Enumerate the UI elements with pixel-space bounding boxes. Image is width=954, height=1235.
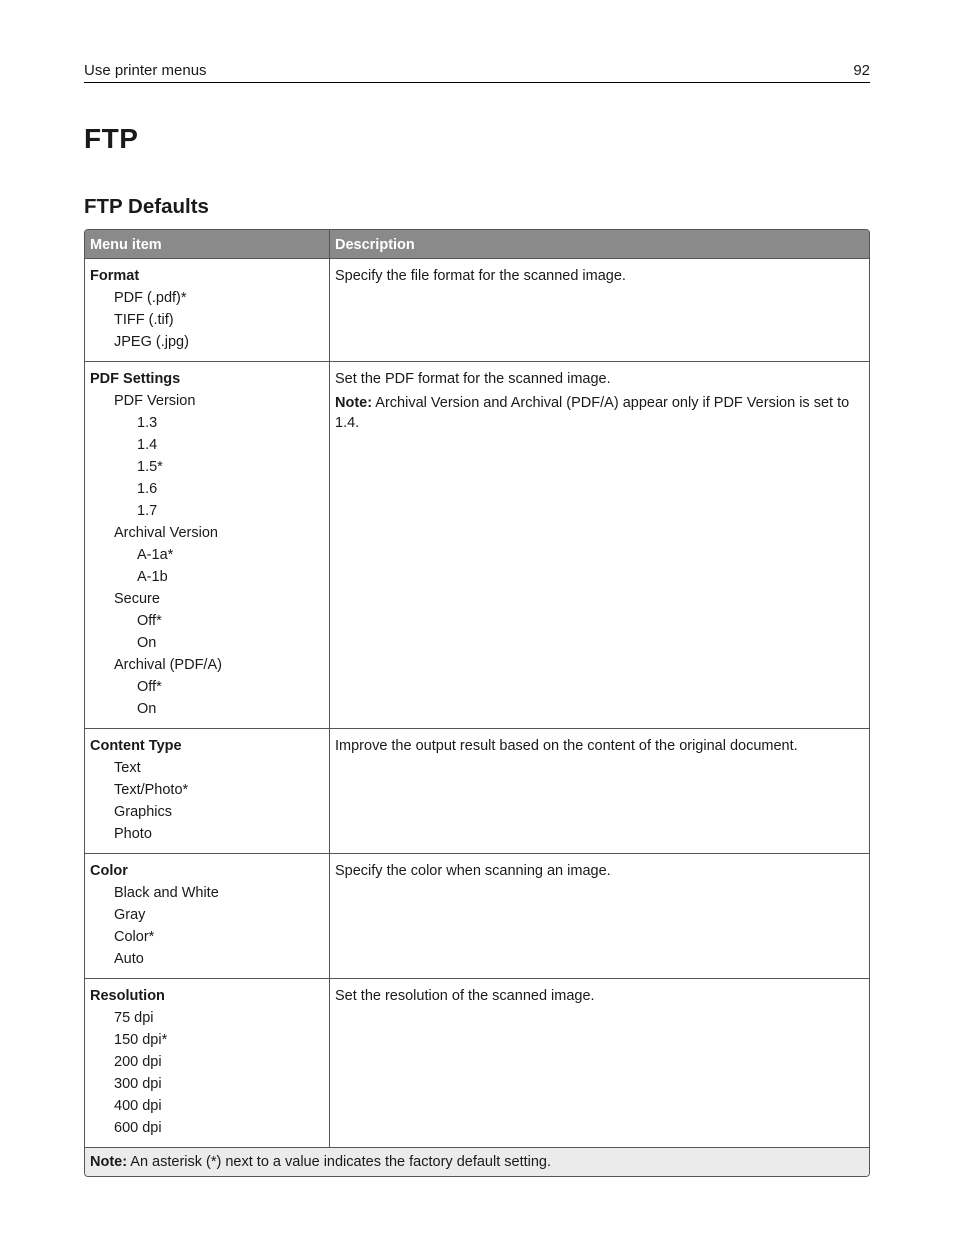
menu-option: Off* <box>137 613 162 629</box>
table-header-row <box>85 230 869 258</box>
menu-option: Text <box>114 760 141 776</box>
menu-option: 1.5* <box>137 459 163 475</box>
description-cell <box>330 259 869 361</box>
table-footnote <box>85 1147 869 1176</box>
note-text: Archival Version and Archival (PDF/A) appear only if PDF Version is set to 1.4. <box>335 395 850 431</box>
note-label: Note: <box>335 395 373 411</box>
description-text: Set the resolution of the scanned image. <box>335 988 595 1004</box>
menu-option: 1.7 <box>137 503 158 519</box>
menu-option: 1.4 <box>137 437 158 453</box>
menu-item-cell <box>85 362 330 728</box>
menu-item-title: Content Type <box>90 738 182 754</box>
menu-option: Off* <box>137 679 162 695</box>
page-title: FTP <box>84 123 139 154</box>
menu-option: 1.6 <box>137 481 158 497</box>
footnote-label: Note: <box>90 1154 128 1170</box>
menu-option: 300 dpi <box>114 1076 162 1092</box>
menu-option: Text/Photo* <box>114 782 189 798</box>
menu-option: Photo <box>114 826 152 842</box>
menu-item-cell <box>85 729 330 853</box>
menu-item-cell <box>85 854 330 978</box>
menu-item-title: Format <box>90 268 140 284</box>
description-text: Set the PDF format for the scanned image. <box>335 371 611 387</box>
menu-option: Gray <box>114 907 146 923</box>
menu-option: 150 dpi* <box>114 1032 168 1048</box>
table-row <box>85 978 869 1147</box>
menu-option: TIFF (.tif) <box>114 312 174 328</box>
description-cell <box>330 854 869 978</box>
menu-option: Auto <box>114 951 144 967</box>
menu-option: Color* <box>114 929 155 945</box>
section-heading: FTP Defaults <box>84 195 209 218</box>
menu-item-title: Resolution <box>90 988 165 1004</box>
description-cell <box>330 979 869 1147</box>
menu-option: Secure <box>114 591 160 607</box>
table-row <box>85 258 869 361</box>
description-text: Specify the color when scanning an image. <box>335 863 611 879</box>
column-header-menu-item: Menu item <box>85 230 330 258</box>
menu-option: 1.3 <box>137 415 158 431</box>
menu-option: Archival (PDF/A) <box>114 657 222 673</box>
table-body <box>85 258 869 1147</box>
running-header <box>84 60 870 83</box>
description-cell <box>330 729 869 853</box>
menu-option: JPEG (.jpg) <box>114 334 189 350</box>
description-text: Specify the file format for the scanned image. <box>335 268 626 284</box>
section-title: Use printer menus <box>84 62 207 79</box>
menu-option: 75 dpi <box>114 1010 154 1026</box>
menu-option: PDF (.pdf)* <box>114 290 187 306</box>
description-note <box>335 393 864 433</box>
menu-item-cell <box>85 259 330 361</box>
menu-option: 600 dpi <box>114 1120 162 1136</box>
description-cell <box>330 362 869 728</box>
menu-option: On <box>137 635 157 651</box>
menu-option: Graphics <box>114 804 173 820</box>
table-row <box>85 361 869 728</box>
menu-option: On <box>137 701 157 717</box>
menu-option: Archival Version <box>114 525 218 541</box>
table-row <box>85 728 869 853</box>
menu-option: Black and White <box>114 885 219 901</box>
menu-option: 400 dpi <box>114 1098 162 1114</box>
table-row <box>85 853 869 978</box>
menu-item-title: PDF Settings <box>90 371 181 387</box>
menu-option: PDF Version <box>114 393 196 409</box>
page-number: 92 <box>853 62 870 79</box>
footnote-text: An asterisk (*) next to a value indicates the factory default setting. <box>127 1154 552 1170</box>
menu-option: A-1b <box>137 569 168 585</box>
menu-item-title: Color <box>90 863 128 879</box>
menu-option: A-1a* <box>137 547 174 563</box>
column-header-description: Description <box>335 237 415 253</box>
menu-item-cell <box>85 979 330 1147</box>
menu-table <box>84 229 870 1177</box>
description-text: Improve the output result based on the content of the original document. <box>335 738 798 754</box>
menu-option: 200 dpi <box>114 1054 162 1070</box>
